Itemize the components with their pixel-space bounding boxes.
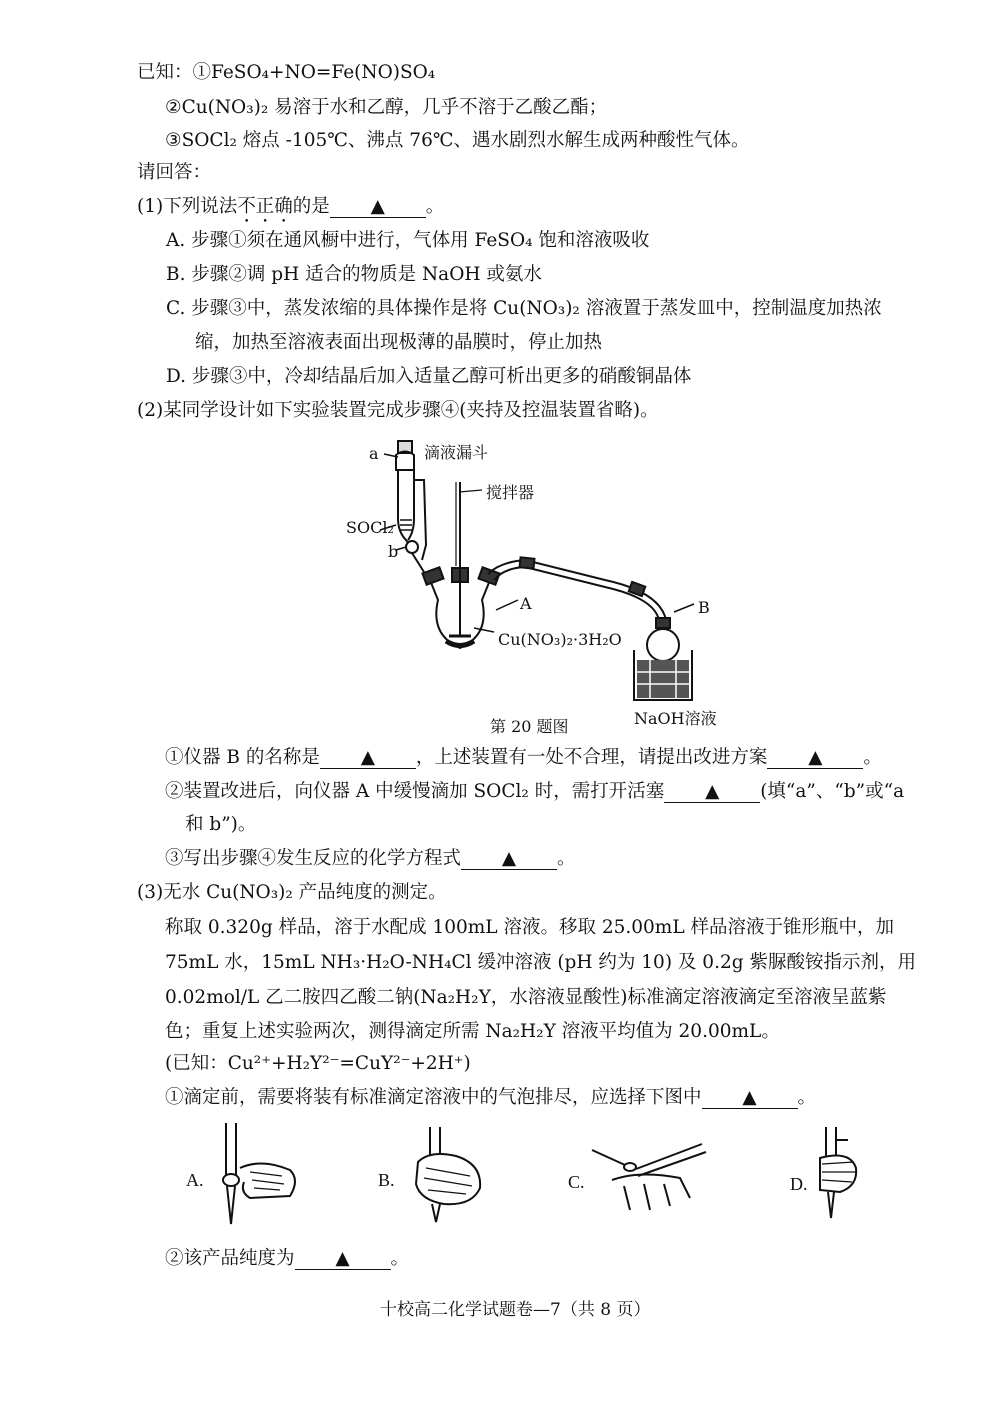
- q3-sub-1: ①滴定前，需要将装有标准滴定溶液中的气泡排尽，应选择下图中 ▲ 。: [165, 1087, 817, 1108]
- answer-blank-q2-1a[interactable]: ▲: [320, 748, 416, 769]
- answer-blank-q1[interactable]: ▲: [330, 197, 426, 218]
- q3-para-2: 75mL 水，15mL NH₃·H₂O-NH₄Cl 缓冲溶液 (pH 约为 10) 及 0.2g 紫脲酸铵指示剂，用: [165, 952, 916, 973]
- q1-option-a: A. 步骤①须在通风橱中进行，气体用 FeSO₄ 饱和溶液吸收: [166, 230, 650, 251]
- q3-para-1: 称取 0.320g 样品，溶于水配成 100mL 溶液。移取 25.00mL 样品溶液于锥形瓶中，加: [165, 917, 895, 938]
- burette-option-d[interactable]: D.: [790, 1174, 808, 1194]
- label-instrument-b: B: [698, 598, 710, 617]
- burette-option-b[interactable]: B.: [378, 1170, 395, 1190]
- q3-para-4: 色；重复上述实验两次，测得滴定所需 Na₂H₂Y 溶液平均值为 20.00mL。: [165, 1021, 780, 1042]
- q3-known: (已知：Cu²⁺+H₂Y²⁻=CuY²⁻+2H⁺): [165, 1053, 471, 1074]
- q1-stem: (1)下列说法不正确的是 ▲ 。: [137, 196, 445, 217]
- q3-para-3: 0.02mol/L 乙二胺四乙酸二钠(Na₂H₂Y，水溶液显酸性)标准滴定溶液滴定至溶液呈蓝紫: [165, 987, 887, 1008]
- label-socl2: SOCl₂: [346, 518, 394, 537]
- burette-option-d-figure: [820, 1127, 856, 1218]
- q3-sub-2: ②该产品纯度为 ▲ 。: [165, 1248, 410, 1269]
- emphasis-not-correct: 不正确: [237, 196, 293, 217]
- label-flask-a: A: [520, 594, 532, 613]
- page-footer: 十校高二化学试题卷—7（共 8 页）: [380, 1300, 651, 1320]
- burette-option-c[interactable]: C.: [568, 1172, 585, 1192]
- burette-option-a-figure: [223, 1123, 295, 1224]
- burette-option-b-figure: [416, 1127, 480, 1222]
- connecting-tube: [488, 557, 666, 620]
- figure-caption: 第 20 题图: [490, 717, 569, 736]
- q3-stem: (3)无水 Cu(NO₃)₂ 产品纯度的测定。: [137, 882, 447, 903]
- q2-sub-1: ①仪器 B 的名称是 ▲ ，上述装置有一处不合理，请提出改进方案 ▲ 。: [165, 747, 882, 768]
- q1-option-b: B. 步骤②调 pH 适合的物质是 NaOH 或氨水: [166, 264, 542, 285]
- answer-blank-q2-1b[interactable]: ▲: [767, 748, 863, 769]
- answer-blank-q2-3[interactable]: ▲: [461, 849, 557, 870]
- prompt: 请回答：: [137, 162, 212, 183]
- q1-option-c: C. 步骤③中，蒸发浓缩的具体操作是将 Cu(NO₃)₂ 溶液置于蒸发皿中，控制温度加热浓: [166, 298, 882, 319]
- burette-option-c-figure: [592, 1144, 706, 1210]
- known-line-2: ②Cu(NO₃)₂ 易溶于水和乙醇，几乎不溶于乙酸乙酯；: [165, 97, 608, 118]
- q2-sub-2: ②装置改进后，向仪器 A 中缓慢滴加 SOCl₂ 时，需打开活塞 ▲ (填“a”、“b”或“a: [165, 781, 905, 802]
- burette-option-a[interactable]: A.: [186, 1170, 204, 1190]
- known-line-3: ③SOCl₂ 熔点 -105℃、沸点 76℃、遇水剧烈水解生成两种酸性气体。: [165, 130, 750, 151]
- q1-option-d: D. 步骤③中，冷却结晶后加入适量乙醇可析出更多的硝酸铜晶体: [166, 366, 692, 387]
- q1-option-c-cont: 缩，加热至溶液表面出现极薄的晶膜时，停止加热: [195, 332, 603, 353]
- label-naoh: NaOH溶液: [634, 709, 717, 728]
- dropping-funnel: [380, 441, 426, 572]
- label-dropping-funnel: 滴液漏斗: [424, 443, 489, 462]
- label-stirrer: 搅拌器: [486, 483, 535, 502]
- q2-stem: (2)某同学设计如下实验装置完成步骤④(夹持及控温装置省略)。: [137, 400, 659, 421]
- known-line-1: 已知：①FeSO₄+NO=Fe(NO)SO₄: [137, 62, 436, 83]
- label-a: a: [369, 444, 379, 463]
- answer-blank-q3-2[interactable]: ▲: [295, 1249, 391, 1270]
- label-b: b: [388, 542, 399, 561]
- q2-sub-2-cont: 和 b”)。: [185, 814, 257, 835]
- label-copper-nitrate: Cu(NO₃)₂·3H₂O: [498, 630, 622, 649]
- answer-blank-q2-2[interactable]: ▲: [664, 782, 760, 803]
- answer-blank-q3-1[interactable]: ▲: [702, 1088, 798, 1109]
- stirrer: [449, 482, 471, 636]
- q2-sub-3: ③写出步骤④发生反应的化学方程式 ▲ 。: [165, 848, 576, 869]
